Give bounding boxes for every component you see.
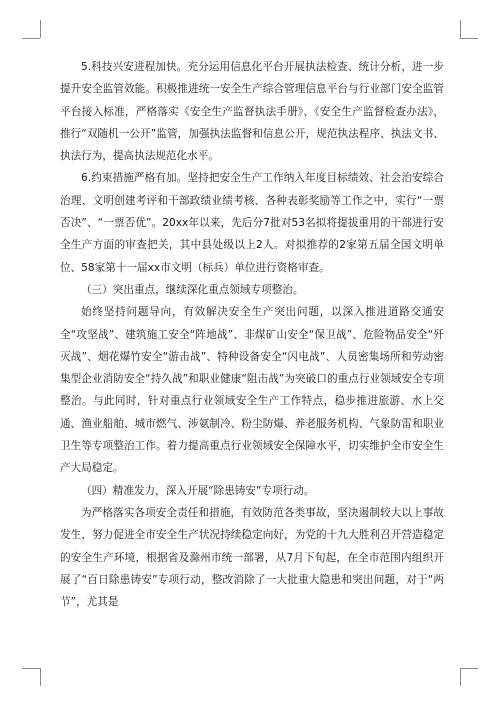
crop-mark-bottom-left-h [22,668,40,669]
crop-mark-bottom-left-v [40,668,41,686]
crop-mark-bottom-right-h [460,668,478,669]
crop-mark-bottom-right-v [460,668,461,686]
paragraph-hazard-removal: 为严格落实各项安全责任和措施，有效防范各类事故，坚决遏制较大以上事故发生，努力促进全市安全生产状况持续稳定向好，为党的十九大胜利召开营造稳定的安全生产环境，根据省及滁州市统一部署，从7月下旬起，在全市范围内组织开展了“百日除患铸安”专项行动，整改消除了一大批重大隐患和突出问题，对于“两节”，尤其是 [60,506,444,609]
document-body [60,56,444,613]
crop-mark-top-left-v [40,20,41,38]
section-heading-4: （四）精准发力，深入开展“除患铸安”专项行动。 [81,484,315,497]
paragraph-constraint-measures: 6.约束措施严格有加。坚持把安全生产工作纳入年度目标绩效、社会治安综合治理、文明创建考评和干部政绩业绩考核、各种表彰奖励等工作之中，实行“一票否决”、“一票否优”。20xx年以来，先后分7批对53名拟将提拔重用的干部进行安全生产方面的审查把关，其中县处级以上2人。对拟推荐的2家第五届全国文明单位、58家第十一届xx市文明（标兵）单位进行资格审查。 [60,172,444,274]
crop-mark-top-right-v [460,20,461,38]
crop-mark-top-right-h [460,38,478,39]
section-heading-3: （三）突出重点，继续深化重点领域专项整治。 [81,283,304,296]
paragraph-tech-safety: 5.科技兴安进程加快。充分运用信息化平台开展执法检查、统计分析，进一步提升安全监管效能。积极推进统一安全生产综合管理信息平台与行业部门安全监管平台接入标准，严格落实《安全生产监督执法手册》、《安全生产监督检查办法》，推行“双随机一公开”监管，加强执法监督和信息公开，规范执法程序、执法文书、执法行为，提高执法规范化水平。 [60,61,444,163]
paragraph-special-rectification: 始终坚持问题导向，有效解决安全生产突出问题，以深入推进道路交通安全“攻坚战”、建筑施工安全“阵地战”、非煤矿山安全“保卫战”、危险物品安全“歼灭战”、烟花爆竹安全“游击战”、特种设备安全“闪电战”、人员密集场所和劳动密集型企业消防安全“持久战”和职业健康“阻击战”为突破口的重点行业领域安全专项整治。与此同时，针对重点行业领域安全生产工作特点，稳步推进旅游、水上交通、渔业船舶、城市燃气、涉氨制冷、粉尘防爆、养老服务机构、气象防雷和职业卫生等专项整治工作。着力提高重点行业领域安全保障水平，切实维护全市安全生产大局稳定。 [60,306,444,475]
crop-mark-top-left-h [22,38,40,39]
